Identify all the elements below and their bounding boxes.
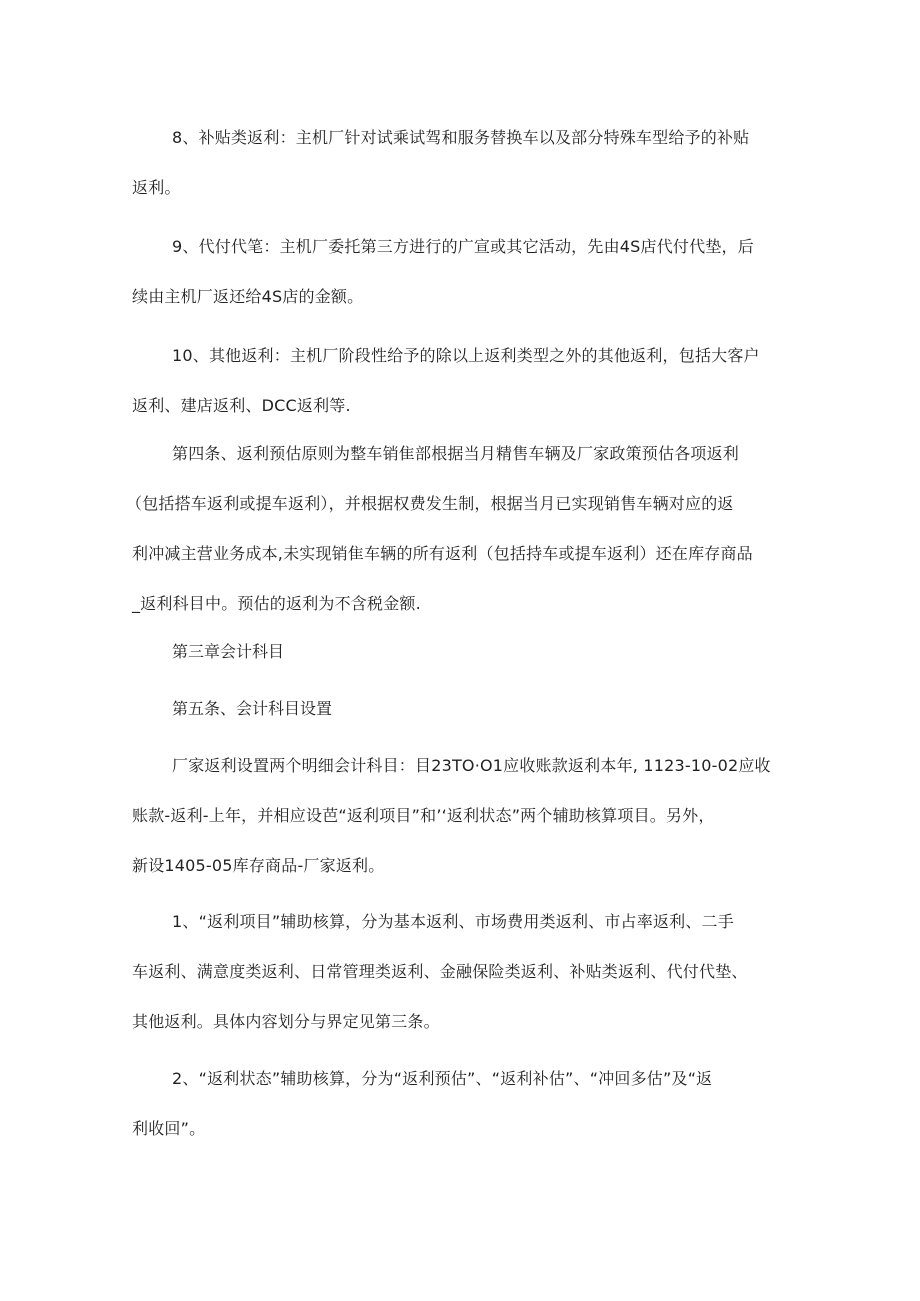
paragraph-line: 返利。 [132,178,181,197]
paragraph-line: 账款-返利-上年，并相应设芭“返利项目”和’‘返利状态”两个辅助核算项目。另外， [132,806,715,825]
paragraph-line: 利收回”。 [132,1119,206,1138]
article-heading: 第五条、会计科目设置 [172,699,333,718]
paragraph-agency-payment [132,222,782,322]
paragraph-line: 车返利、满意度类返利、日常管理类返利、金融保险类返利、补贴类返利、代付代垫、 [132,962,748,981]
paragraph-line: 新设1405-05库存商品-厂家返利。 [132,856,385,875]
paragraph-line: 9、代付代笔：主机厂委托第三方进行的广宣或其它活动，先由4S店代付代垫，后 [172,237,754,256]
paragraph-line: 其他返利。具体内容划分与界定见第三条。 [132,1012,440,1031]
paragraph-rebate-item-accounting [132,897,782,1047]
paragraph-other-rebate [132,331,782,431]
paragraph-rebate-status-accounting [132,1054,782,1154]
paragraph-line: 8、补贴类返利：主机厂针对试乘试驾和服务替换车以及部分特殊车型给予的补贴 [172,128,750,147]
paragraph-article-4 [126,429,782,629]
paragraph-line: 厂家返利设置两个明细会计科目：目23TO·O1应收账款返利本年, 1123-10-02应收 [172,756,771,775]
paragraph-line: 2、“返利状态”辅助核算，分为“返利预估”、“返利补估”、“冲回多估”及“返 [172,1069,713,1088]
paragraph-line: （包括搭车返利或提车返利），并根据权费发生制，根据当月已实现销售车辆对应的返 [126,494,734,513]
paragraph-line: 返利、建店返利、DCC返利等. [132,396,351,415]
paragraph-line: _返利科目中。预估的返利为不含税金额. [132,594,421,613]
paragraph-line: 利冲减主营业务成本,未实现销隹车辆的所有返利（包括持车或提车返利）还在库存商品 [132,544,753,563]
paragraph-subsidy-rebate [132,113,782,213]
paragraph-line: 续由主机厂返还给4S店的金额。 [132,287,364,306]
paragraph-account-setup [132,741,782,891]
paragraph-line: 10、其他返利：主机厂阶段性给予的除以上返利类型之外的其他返利，包括大客户 [172,346,760,365]
paragraph-line: 第四条、返利预估原则为整车销隹部根据当月精售车辆及厂家政策预估各项返利 [172,444,740,463]
paragraph-line: 1、“返利项目”辅助核算，分为基本返利、市场费用类返利、市占率返利、二手 [172,912,734,931]
chapter-heading: 第三章会计科目 [172,642,285,661]
